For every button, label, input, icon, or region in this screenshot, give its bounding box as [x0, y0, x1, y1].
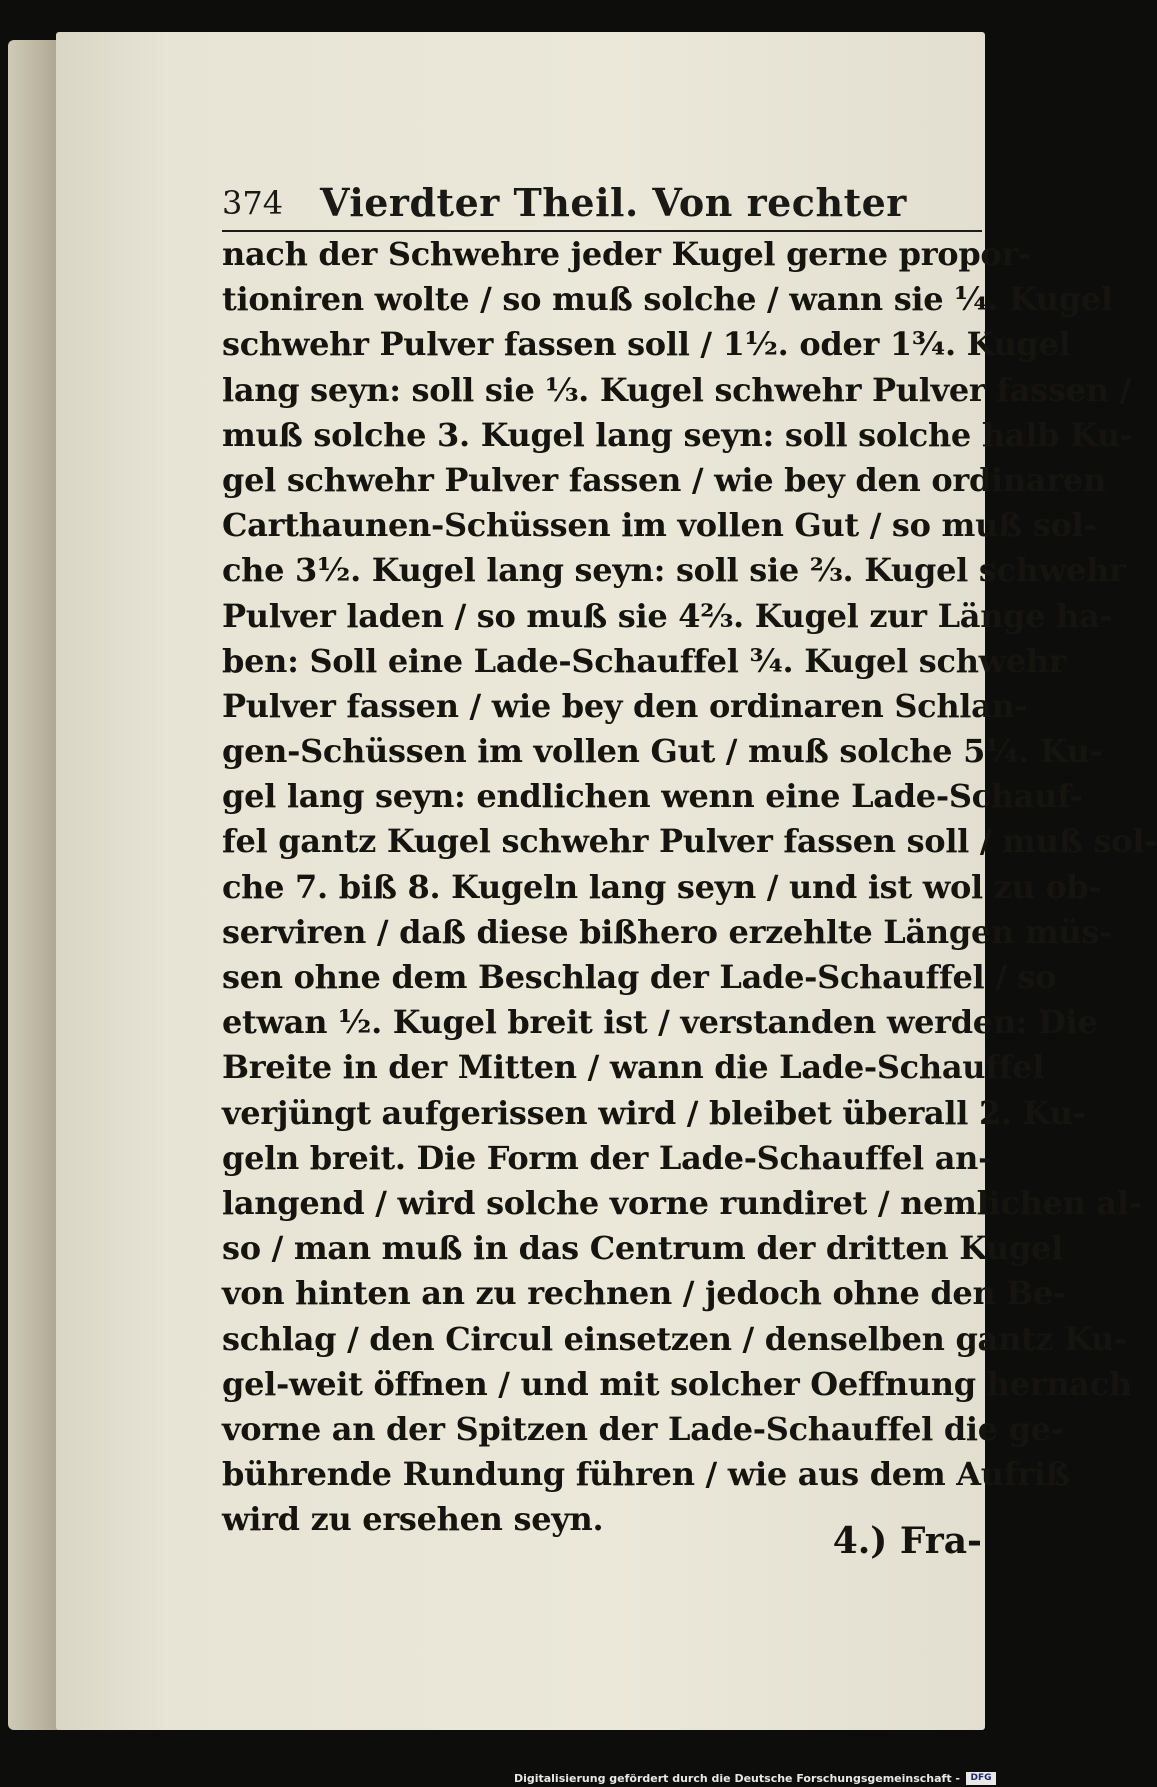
text-line: serviren / daß diese bißhero erzehlte Längen müs-	[222, 912, 1113, 951]
text-line: geln breit. Die Form der Lade-Schauffel an-	[222, 1138, 992, 1177]
text-line: bührende Rundung führen / wie aus dem Aufriß	[222, 1455, 1070, 1494]
text-line: schwehr Pulver fassen soll / 1½. oder 1¾. Kugel	[222, 325, 1071, 364]
text-line: tioniren wolte / so muß solche / wann sie ¼. Kugel	[222, 280, 1113, 319]
text-line: gel schwehr Pulver fassen / wie bey den ordinaren	[222, 460, 1106, 499]
text-body	[222, 232, 1157, 1542]
text-line: nach der Schwehre jeder Kugel gerne propor-	[222, 235, 1031, 273]
text-line: che 7. biß 8. Kugeln lang seyn / und ist wol zu ob-	[222, 867, 1102, 906]
text-line: gel-weit öffnen / und mit solcher Oeffnung hernach	[222, 1364, 1132, 1403]
page-header	[222, 180, 982, 232]
text-line: etwan ½. Kugel breit ist / verstanden werden: Die	[222, 1003, 1098, 1042]
bleed-through-text	[230, 1535, 870, 1623]
running-head: Vierdter Theil. Von rechter	[320, 180, 907, 225]
text-line: vorne an der Spitzen der Lade-Schauffel die ge-	[222, 1409, 1064, 1448]
text-line: Pulver fassen / wie bey den ordinaren Schlan-	[222, 686, 1028, 725]
text-line: gel lang seyn: endlichen wenn eine Lade-Schauf-	[222, 777, 1083, 816]
dfg-logo: DFG	[966, 1772, 996, 1785]
page-number: 374	[222, 184, 284, 222]
text-line: von hinten an zu rechnen / jedoch ohne den Be-	[222, 1274, 1067, 1313]
digitization-footer	[0, 1769, 1000, 1787]
text-line: Carthaunen-Schüssen im vollen Gut / so muß sol-	[222, 506, 1097, 545]
text-line: fel gantz Kugel schwehr Pulver fassen soll / muß sol-	[222, 822, 1157, 861]
catchword: 4.) Fra-	[832, 1520, 982, 1562]
text-line: Pulver laden / so muß sie 4⅔. Kugel zur Länge ha-	[222, 596, 1113, 635]
text-line: che 3½. Kugel lang seyn: soll sie ⅔. Kugel schwehr	[222, 551, 1126, 590]
text-line: Breite in der Mitten / wann die Lade-Schauffel	[222, 1048, 1045, 1087]
text-line: muß solche 3. Kugel lang seyn: soll solche halb Ku-	[222, 415, 1133, 454]
text-line: so / man muß in das Centrum der dritten Kugel	[222, 1229, 1063, 1268]
text-line: lang seyn: soll sie ⅓. Kugel schwehr Pulver fassen /	[222, 370, 1131, 409]
footer-credit: Digitalisierung gefördert durch die Deutsche Forschungsgemeinschaft -	[513, 1772, 960, 1785]
text-line: sen ohne dem Beschlag der Lade-Schauffel / so	[222, 958, 1057, 996]
text-line: langend / wird solche vorne rundiret / nemlichen al-	[222, 1183, 1142, 1222]
text-line: verjüngt aufgerissen wird / bleibet überall 2. Ku-	[222, 1093, 1086, 1132]
text-line: gen-Schüssen im vollen Gut / muß solche 5¼. Ku-	[222, 732, 1103, 771]
text-line: schlag / den Circul einsetzen / denselben gantz Ku-	[222, 1319, 1127, 1358]
text-line: wird zu ersehen seyn.	[222, 1500, 604, 1539]
text-line: ben: Soll eine Lade-Schauffel ¾. Kugel schwehr	[222, 641, 1066, 680]
